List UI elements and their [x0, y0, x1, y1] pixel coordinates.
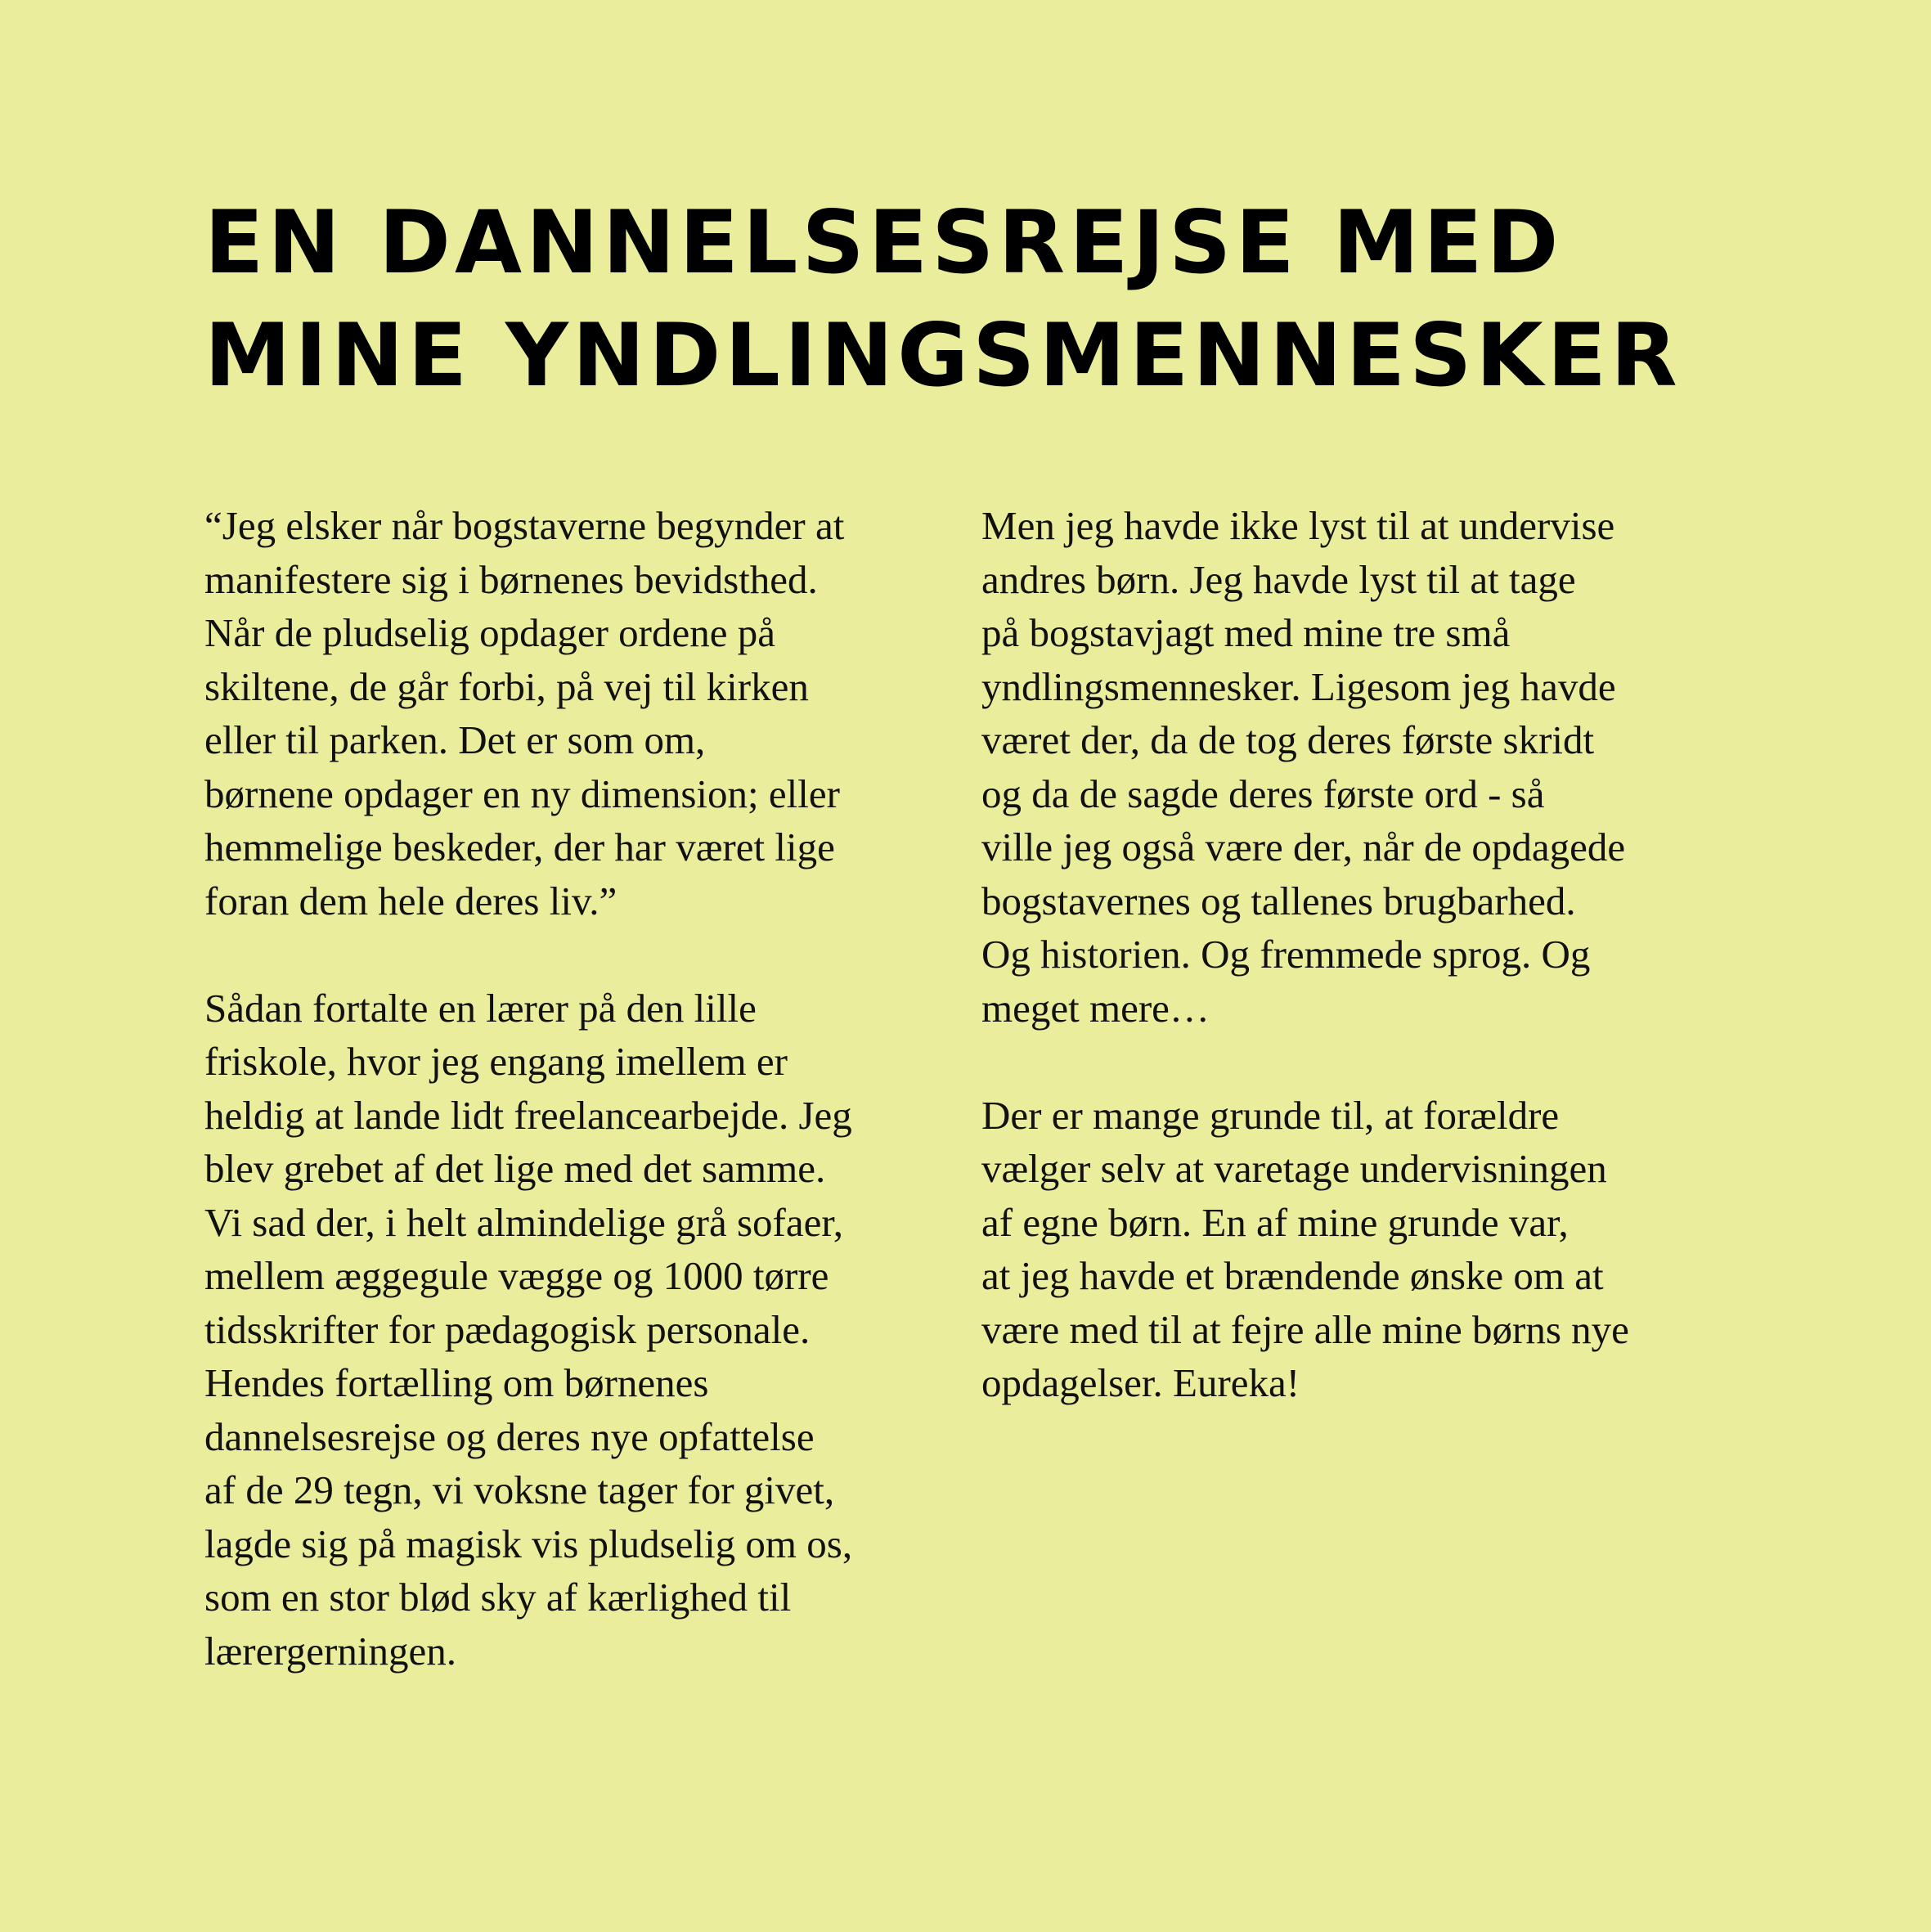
- text-line: foran dem hele deres liv.”: [204, 878, 617, 923]
- text-line: heldig at lande lidt freelancearbejde. Jeg: [204, 1092, 852, 1138]
- text-line: dannelsesrejse og deres nye opfattelse: [204, 1413, 815, 1459]
- text-line: manifestere sig i børnenes bevidsthed.: [204, 556, 818, 602]
- text-line: Der er mange grunde til, at forældre: [981, 1092, 1560, 1138]
- text-line: Sådan fortalte en lærer på den lille: [204, 985, 757, 1031]
- text-line: hemmelige beskeder, der har været lige: [204, 824, 835, 869]
- text-line: opdagelser. Eureka!: [981, 1360, 1300, 1405]
- text-line: Og historien. Og fremmede sprog. Og: [981, 932, 1591, 977]
- text-line: Når de pludselig opdager ordene på: [204, 610, 775, 655]
- text-line: af egne børn. En af mine grunde var,: [981, 1199, 1569, 1245]
- text-line: Hendes fortælling om børnenes: [204, 1360, 709, 1405]
- text-line: skiltene, de går forbi, på vej til kirken: [204, 663, 809, 709]
- text-line: at jeg havde et brændende ønske om at: [981, 1253, 1604, 1298]
- text-line: af de 29 tegn, vi voksne tager for givet,: [204, 1467, 835, 1512]
- text-line: Men jeg havde ikke lyst til at undervise: [981, 503, 1615, 548]
- title-line: EN DANNELSESREJSE MED: [204, 192, 1563, 293]
- text-line: andres børn. Jeg havde lyst til at tage: [981, 556, 1576, 602]
- text-line: mellem æggegule vægge og 1000 tørre: [204, 1253, 829, 1298]
- text-line: været der, da de tog deres første skridt: [981, 717, 1595, 762]
- text-line: vælger selv at varetage undervisningen: [981, 1146, 1607, 1191]
- page-title: [204, 186, 1758, 412]
- text-line: på bogstavjagt med mine tre små: [981, 610, 1511, 655]
- text-line: bogstavernes og tallenes brugbarhed.: [981, 878, 1576, 923]
- text-line: som en stor blød sky af kærlighed til: [204, 1575, 792, 1620]
- right-column: [981, 499, 1701, 1463]
- text-line: eller til parken. Det er som om,: [204, 717, 706, 762]
- paragraph: [981, 1089, 1701, 1410]
- text-line: børnene opdager en ny dimension; eller: [204, 771, 840, 816]
- text-line: “Jeg elsker når bogstaverne begynder at: [204, 503, 845, 548]
- text-line: og da de sagde deres første ord - så: [981, 771, 1545, 816]
- text-line: ville jeg også være der, når de opdagede: [981, 824, 1626, 869]
- text-line: tidsskrifter for pædagogisk personale.: [204, 1306, 811, 1352]
- text-line: lærergerningen.: [204, 1628, 456, 1674]
- text-line: yndlingsmennesker. Ligesom jeg havde: [981, 663, 1616, 709]
- paragraph: [204, 982, 924, 1678]
- text-line: være med til at fejre alle mine børns nye: [981, 1306, 1629, 1352]
- paragraph: [204, 499, 924, 928]
- text-line: friskole, hvor jeg engang imellem er: [204, 1039, 788, 1084]
- text-line: lagde sig på magisk vis pludselig om os,: [204, 1521, 853, 1566]
- text-line: blev grebet af det lige med det samme.: [204, 1146, 826, 1191]
- text-line: Vi sad der, i helt almindelige grå sofaer,: [204, 1199, 843, 1245]
- text-line: meget mere…: [981, 985, 1210, 1031]
- paragraph: [981, 499, 1701, 1035]
- left-column: [204, 499, 924, 1732]
- title-line: MINE YNDLINGSMENNESKER: [204, 305, 1682, 406]
